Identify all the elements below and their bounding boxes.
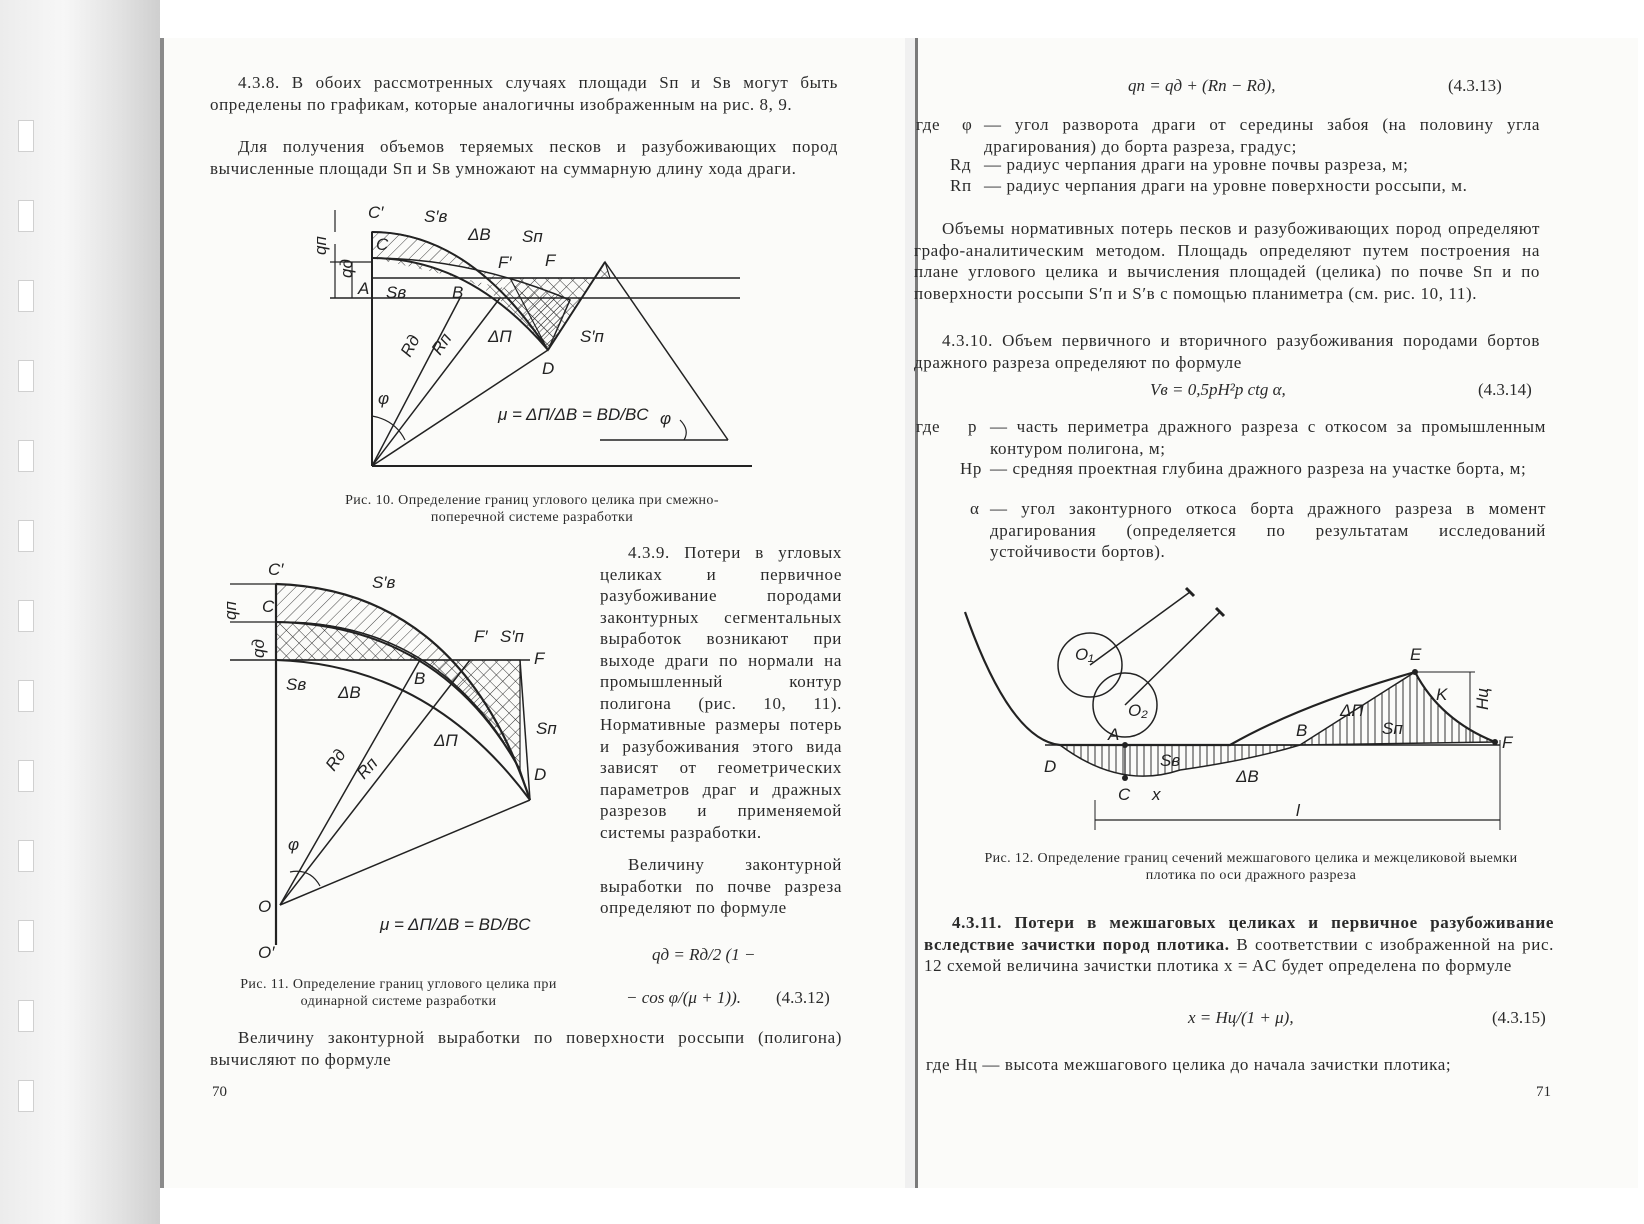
binding-hole: [18, 360, 34, 392]
paragraph-areas: Для получения объемов теряемых песков и разубоживающих пород вычисленные площади Sп и Sв умножают на суммарную длину хода драги.: [210, 137, 838, 178]
paragraph-formula-intro: Величину законтурной выработки по почве разреза определяют по формуле: [600, 855, 842, 917]
fig10-label-deltaP: ΔП: [488, 327, 512, 346]
fig10-label-D: D: [542, 359, 555, 378]
fig11-label-qp: qп: [221, 601, 240, 620]
fig11-label-deltaB: ΔB: [338, 683, 361, 702]
binding-hole: [18, 760, 34, 792]
paragraph-4-3-11-heading: 4.3.11. Потери в межшаговых целиках и первичное разубоживание вследствие зачистки пород плотика.: [924, 913, 1554, 954]
fig11-label-Spprime: S′п: [500, 627, 524, 646]
fig11-label-Svprime: S′в: [372, 573, 396, 592]
fig11-label-deltaP: ΔП: [434, 731, 458, 750]
fig11-label-Sp: Sп: [536, 719, 557, 738]
fig10-label-phi: φ: [378, 389, 390, 408]
binding-hole: [18, 920, 34, 952]
page-number-right: 71: [1536, 1084, 1551, 1100]
fig10-label-Sv: Sв: [386, 283, 407, 302]
def-text: — угол законтурного откоса борта дражного разреза в момент драгирования (определяется по результатам исследований устойчивости бортов).: [990, 499, 1546, 561]
page-number-left: 70: [212, 1084, 227, 1100]
fig12-label-E: E: [1410, 645, 1422, 664]
formula-4-3-12-part2: − cos φ/(μ + 1)).: [626, 988, 741, 1007]
fig10-label-B: B: [452, 283, 464, 302]
binding-hole: [18, 120, 34, 152]
binding-hole: [18, 680, 34, 712]
fig10-label-Rd: Rд: [396, 331, 424, 360]
equation-number-4-3-12: (4.3.12): [776, 988, 830, 1007]
equation-number-4-3-13: (4.3.13): [1448, 76, 1502, 95]
fig10-label-qd: qд: [337, 259, 356, 278]
fig10-label-Cprime: C′: [368, 203, 384, 222]
fig10-label-A: A: [358, 279, 370, 298]
binding-hole: [18, 1000, 34, 1032]
binding-hole: [18, 200, 34, 232]
fig10-label-Sp: Sп: [522, 227, 543, 246]
paragraph-Hc-definition: где Hц — высота межшагового целика до начала зачистки плотика;: [926, 1055, 1452, 1074]
fig12-label-deltaB: ΔB: [1236, 767, 1259, 786]
fig12-label-C: C: [1118, 785, 1131, 804]
fig12-label-deltaP: ΔП: [1340, 701, 1364, 720]
binding-spine: [0, 0, 160, 1224]
book-gutter: [905, 38, 915, 1188]
fig12-label-x: x: [1152, 785, 1161, 804]
paragraph-4-3-11: [924, 912, 1554, 977]
figure-11-diagram: [221, 558, 590, 978]
fig10-label-deltaB: ΔB: [468, 225, 491, 244]
fig11-label-Cprime: C′: [268, 560, 284, 579]
fig11-label-qd: qд: [249, 639, 268, 658]
fig11-label-F: F: [534, 649, 545, 668]
formula-4-3-12-part1: qд = Rд/2 (1 −: [652, 945, 756, 964]
paragraph-4-3-11-body: В соответствии с изображенной на рис. 12 схемой величина зачистки плотика x = AC будет определена по формуле: [924, 934, 1554, 975]
fig10-label-Rp: Rп: [427, 329, 456, 359]
fig12-label-K: K: [1436, 685, 1448, 704]
def-symbol: α: [970, 499, 980, 518]
fig12-label-D: D: [1044, 757, 1057, 776]
equation-number-4-3-15: (4.3.15): [1492, 1008, 1546, 1027]
figure-10-diagram: [300, 198, 760, 480]
def-text: — угол разворота драги от середины забоя (на половину угла драгирования) до борта разреза, градус;: [984, 115, 1540, 156]
paragraph-4-3-9: 4.3.9. Потери в угловых целиках и первичное разубоживание породами законтурных сегментальных выработок возникают при выходе драги по нормали на промышленный контур полигона (рис. 10, 11). Нормативные размеры потерь и разубоживания этого вида зависят от геометрических параметров драг и дражных разрезов и применяемой системы разработки.: [600, 543, 842, 842]
figure-12-caption: Рис. 12. Определение границ сечений межшагового целика и межцеликовой выемки плотика по оси дражного разреза: [984, 851, 1518, 883]
paragraph-4-3-8: 4.3.8. В обоих рассмотренных случаях площади Sп и Sв могут быть определены по графикам, которые аналогичны изображенным на рис. 8, 9.: [210, 73, 838, 114]
fig12-label-O1: O₁: [1075, 645, 1094, 664]
def-symbol: φ: [962, 115, 973, 134]
paragraph-4-3-10: 4.3.10. Объем первичного и вторичного разубоживания породами бортов дражного разреза определяют по формуле: [914, 331, 1540, 372]
def-text: — часть периметра дражного разреза с откосом за промышленным контуром полигона, м;: [990, 417, 1546, 458]
fig12-label-Sv: Sв: [1160, 751, 1181, 770]
fig10-label-F: F: [545, 251, 556, 270]
fig12-label-l: l: [1296, 801, 1300, 820]
def-symbol: p: [968, 417, 978, 436]
fig11-label-Rd: Rд: [321, 745, 350, 775]
fig10-mu-formula: μ = ΔП/ΔB = BD/BC: [498, 405, 649, 424]
paragraph-loss-volumes: Объемы нормативных потерь песков и разубоживающих пород определяют графо-аналитическим методом. Площадь определяют путем построения на плане углового целика и вычисления площадей (целика) по почве Sп и по поверхности россыпи S′п и S′в с помощью планиметра (см. рис. 10, 11).: [914, 219, 1540, 303]
binding-hole: [18, 280, 34, 312]
formula-4-3-15: x = Hц/(1 + μ),: [1188, 1008, 1294, 1027]
where-label-1: где: [916, 115, 941, 134]
equation-number-4-3-14: (4.3.14): [1478, 380, 1532, 399]
fig12-label-A: A: [1108, 725, 1120, 744]
def-symbol: Hр: [960, 459, 982, 478]
fig10-label-phi2: φ: [660, 409, 672, 428]
fig11-label-phi: φ: [288, 835, 300, 854]
fig12-label-Hc: Hц: [1473, 688, 1492, 710]
fig11-label-Oprime: O′: [258, 943, 275, 962]
binding-hole: [18, 840, 34, 872]
formula-4-3-13: qп = qд + (Rп − Rд),: [1128, 76, 1276, 95]
def-symbol: Rп: [950, 176, 972, 195]
fig12-label-O2: O₂: [1128, 701, 1148, 720]
fig11-label-C: C: [262, 597, 275, 616]
fig12-label-Sp: Sп: [1382, 719, 1403, 738]
figure-12-diagram: [960, 598, 1520, 848]
figure-11-caption: Рис. 11. Определение границ углового целика при одинарной системе разработки: [240, 977, 557, 1009]
fig11-label-D: D: [534, 765, 547, 784]
def-text: — радиус черпания драги на уровне поверхности россыпи, м.: [984, 176, 1468, 195]
formula-4-3-14: Vв = 0,5pH²р ctg α,: [1150, 380, 1286, 399]
fig11-mu-formula: μ = ΔП/ΔB = BD/BC: [380, 915, 531, 934]
fig11-label-Sv: Sв: [286, 675, 307, 694]
binding-hole: [18, 1080, 34, 1112]
binding-hole: [18, 440, 34, 472]
fig11-label-B: B: [414, 669, 426, 688]
paragraph-surface-formula: Величину законтурной выработки по поверхности россыпи (полигона) вычисляют по формуле: [210, 1028, 842, 1069]
fig12-label-F: F: [1502, 733, 1513, 752]
where-label-2: где: [916, 417, 941, 436]
binding-hole: [18, 520, 34, 552]
fig12-label-B: B: [1296, 721, 1308, 740]
fig11-label-Fprime: F′: [474, 627, 488, 646]
fig10-label-C: C: [376, 235, 389, 254]
def-symbol: Rд: [950, 155, 972, 174]
fig10-label-Svprime: S′в: [424, 207, 448, 226]
def-text: — радиус черпания драги на уровне почвы разреза, м;: [984, 155, 1409, 174]
fig10-label-Spprime: S′п: [580, 327, 604, 346]
fig10-label-Fprime: F′: [498, 253, 512, 272]
figure-10-caption: Рис. 10. Определение границ углового целика при смежно-поперечной системе разработки: [345, 493, 719, 525]
fig11-label-O: O: [258, 897, 272, 916]
fig11-label-Rp: Rп: [352, 753, 382, 783]
fig10-label-qp: qп: [311, 236, 330, 255]
binding-hole: [18, 600, 34, 632]
def-text: — средняя проектная глубина дражного разреза на участке борта, м;: [990, 459, 1527, 478]
